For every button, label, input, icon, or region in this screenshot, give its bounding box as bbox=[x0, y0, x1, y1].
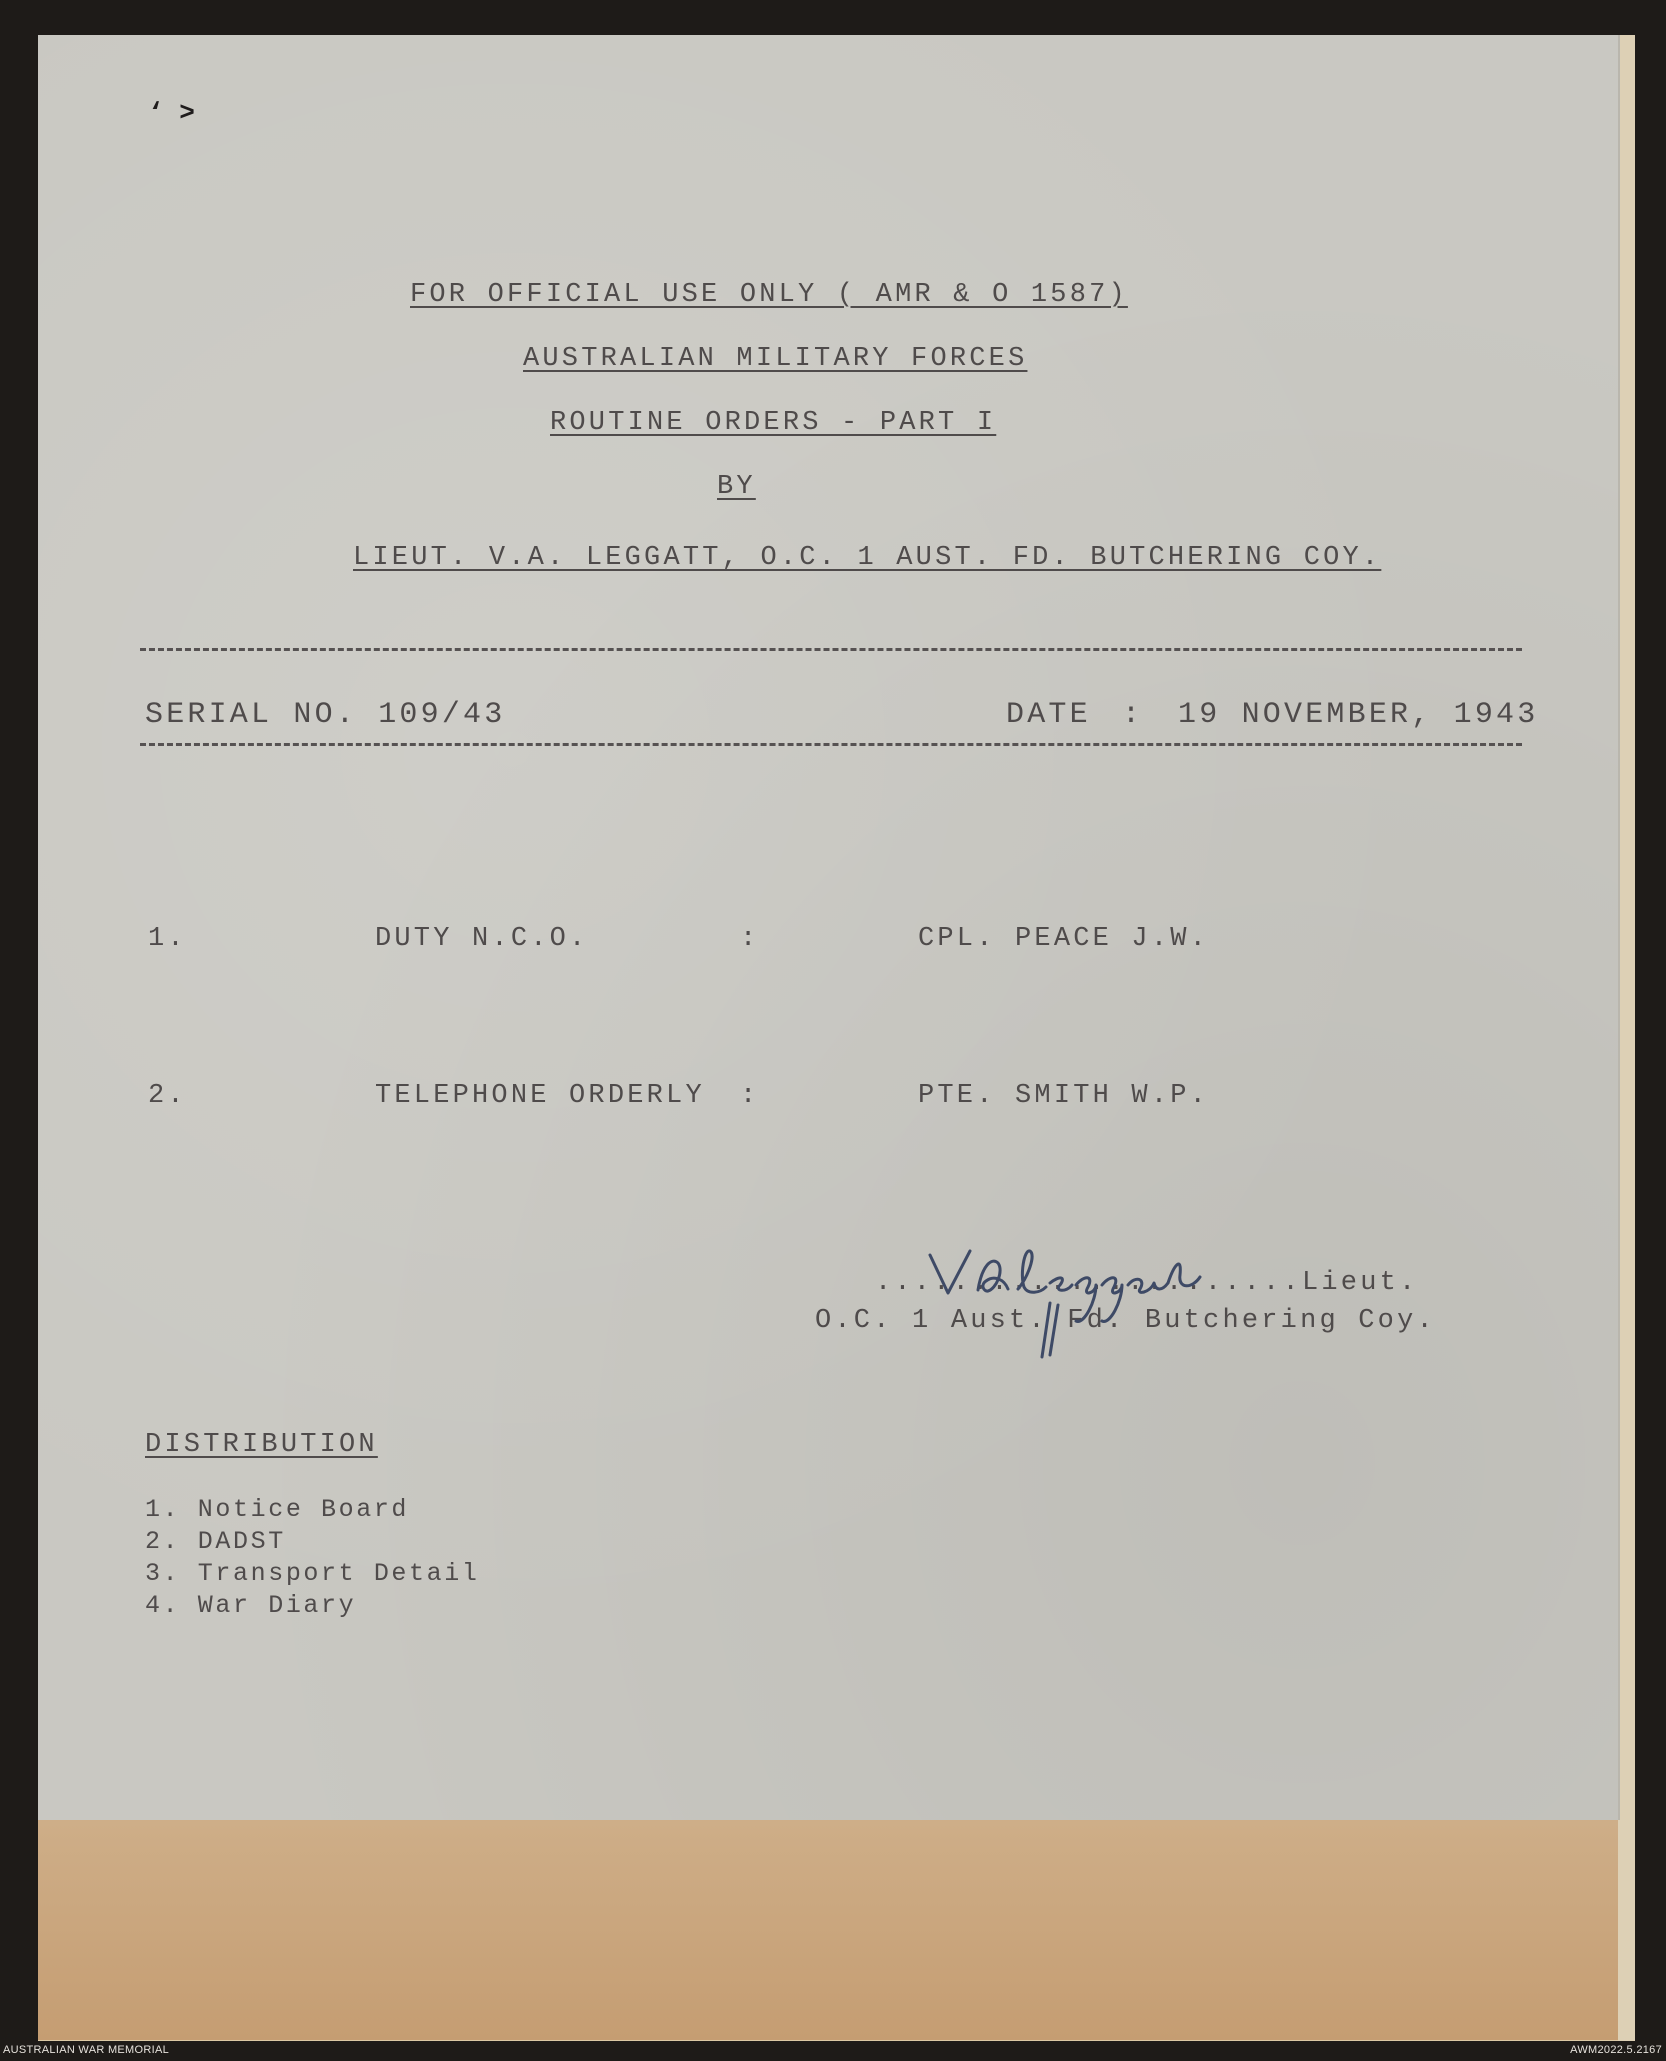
footer-accession-number: AWM2022.5.2167 bbox=[1570, 2044, 1662, 2056]
order-2-colon: : bbox=[740, 1081, 760, 1111]
distribution-item: 4. War Diary bbox=[145, 1591, 357, 1620]
signature-rank: Lieut. bbox=[1302, 1268, 1419, 1298]
order-2-name: PTE. SMITH W.P. bbox=[918, 1081, 1210, 1111]
order-1-duty: DUTY N.C.O. bbox=[375, 924, 589, 954]
dashed-rule-top bbox=[140, 648, 1522, 651]
header-forces: AUSTRALIAN MILITARY FORCES bbox=[523, 344, 1028, 374]
card-edge bbox=[1618, 35, 1635, 2041]
order-1-colon: : bbox=[740, 924, 760, 954]
order-1-number: 1. bbox=[148, 924, 187, 954]
dashed-rule-bottom bbox=[140, 743, 1522, 746]
distribution-item: 1. Notice Board bbox=[145, 1495, 410, 1524]
header-by: BY bbox=[717, 472, 756, 502]
order-2-number: 2. bbox=[148, 1081, 187, 1111]
header-issuer: LIEUT. V.A. LEGGATT, O.C. 1 AUST. FD. BUTCHERING COY. bbox=[353, 543, 1382, 573]
signature-dots: ...................... bbox=[875, 1268, 1302, 1298]
ink-smudge: ‘ ˃ bbox=[148, 98, 195, 128]
signature-unit: O.C. 1 Aust. Fd. Butchering Coy. bbox=[815, 1306, 1436, 1336]
paper-discoloured-bottom bbox=[38, 1820, 1618, 2040]
distribution-item: 3. Transport Detail bbox=[145, 1559, 480, 1588]
order-2-duty: TELEPHONE ORDERLY bbox=[375, 1081, 705, 1111]
date-value: 19 NOVEMBER, 1943 bbox=[1178, 698, 1539, 732]
distribution-item: 2. DADST bbox=[145, 1527, 286, 1556]
order-1-name: CPL. PEACE J.W. bbox=[918, 924, 1210, 954]
date-colon: : bbox=[1122, 698, 1144, 732]
serial-number: SERIAL NO. 109/43 bbox=[145, 698, 506, 732]
handwritten-signature bbox=[900, 1245, 1230, 1365]
header-official-use: FOR OFFICIAL USE ONLY ( AMR & O 1587) bbox=[410, 280, 1128, 310]
distribution-heading: DISTRIBUTION bbox=[145, 1430, 378, 1460]
footer-institution: AUSTRALIAN WAR MEMORIAL bbox=[3, 2044, 170, 2056]
header-routine-orders: ROUTINE ORDERS - PART I bbox=[550, 408, 997, 438]
date-label: DATE bbox=[1006, 698, 1091, 732]
